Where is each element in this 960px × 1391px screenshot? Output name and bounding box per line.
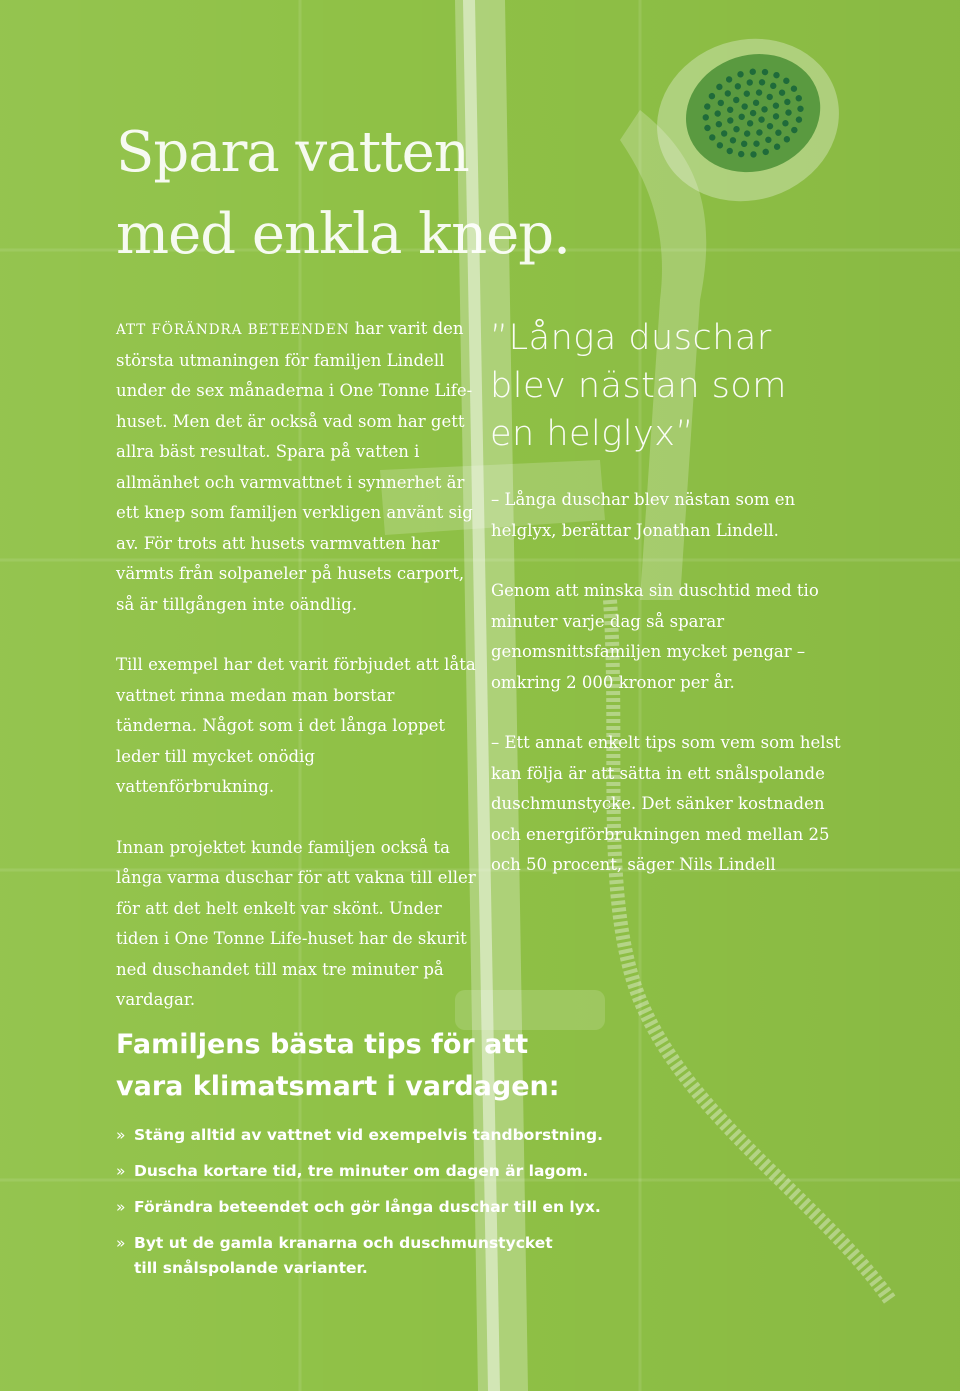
- tip-text: Byt ut de gamla kranarna och duschmunstycket: [134, 1234, 553, 1252]
- tips-heading-line: Familjens bästa tips för att: [116, 1029, 529, 1060]
- lead-in: ATT FÖRÄNDRA BETEENDEN: [116, 322, 350, 338]
- tip-item: [116, 1195, 654, 1220]
- quote-line: blev nästan som: [490, 366, 787, 406]
- tip-item: [116, 1231, 654, 1281]
- quote-line: en helglyx”: [490, 414, 695, 454]
- tips-heading: [116, 1024, 560, 1108]
- tip-text: till snålspolande varianter.: [134, 1259, 368, 1277]
- body-paragraph: Till exempel har det varit förbjudet att låta vattnet rinna medan man borstar tänderna. Något som i det långa loppet leder till mycket onödig vattenförbrukning.: [116, 655, 476, 796]
- body-paragraph: Genom att minska sin duschtid med tio minuter varje dag så sparar genomsnittsfamiljen mycket pengar – omkring 2 000 kronor per år.: [491, 581, 819, 692]
- body-paragraph: – Långa duschar blev nästan som en helglyx, berättar Jonathan Lindell.: [491, 490, 796, 540]
- bullet-marker: »: [116, 1234, 126, 1252]
- page-title: [116, 112, 570, 276]
- left-column: [116, 314, 476, 1046]
- body-paragraph: Innan projektet kunde familjen också ta långa varma duschar för att vakna till eller för att det helt enkelt var skönt. Under tiden i One Tonne Life-huset har de skurit ned duschandet till max tre minuter på vardagar.: [116, 837, 476, 1009]
- body-paragraph: – Ett annat enkelt tips som vem som helst kan följa är att sätta in ett snålspolande duschmunstycke. Det sänker kostnaden och energiförbrukningen med mellan 25 och 50 procent, säger Nils Lindell: [491, 733, 841, 874]
- title-line: Spara vatten: [116, 120, 469, 185]
- title-line: med enkla knep.: [116, 202, 570, 267]
- tip-item: [116, 1123, 654, 1148]
- right-column: [491, 485, 851, 911]
- tip-text: Duscha kortare tid, tre minuter om dagen är lagom.: [134, 1162, 589, 1180]
- tip-text: Förändra beteendet och gör långa duschar till en lyx.: [134, 1198, 601, 1216]
- tip-item: [116, 1159, 654, 1184]
- tips-heading-line: vara klimatsmart i vardagen:: [116, 1071, 560, 1102]
- bullet-marker: »: [116, 1162, 126, 1180]
- tips-list: [116, 1123, 654, 1292]
- quote-line: ”Långa duschar: [490, 318, 772, 358]
- tip-text: Stäng alltid av vattnet vid exempelvis tandborstning.: [134, 1126, 603, 1144]
- intro-text: har varit den största utmaningen för familjen Lindell under de sex månaderna i One Tonne Life-huset. Men det är också vad som har gett allra bäst resultat. Spara på vatten i allmänhet och varmvattnet i synnerhet är ett knep som familjen verkligen använt sig av. För trots att husets varmvatten har värmts från solpaneler på husets carport, så är tillgången inte oändlig.: [116, 319, 473, 614]
- bullet-marker: »: [116, 1198, 126, 1216]
- pull-quote: [490, 314, 930, 458]
- intro-paragraph: [116, 314, 476, 620]
- bullet-marker: »: [116, 1126, 126, 1144]
